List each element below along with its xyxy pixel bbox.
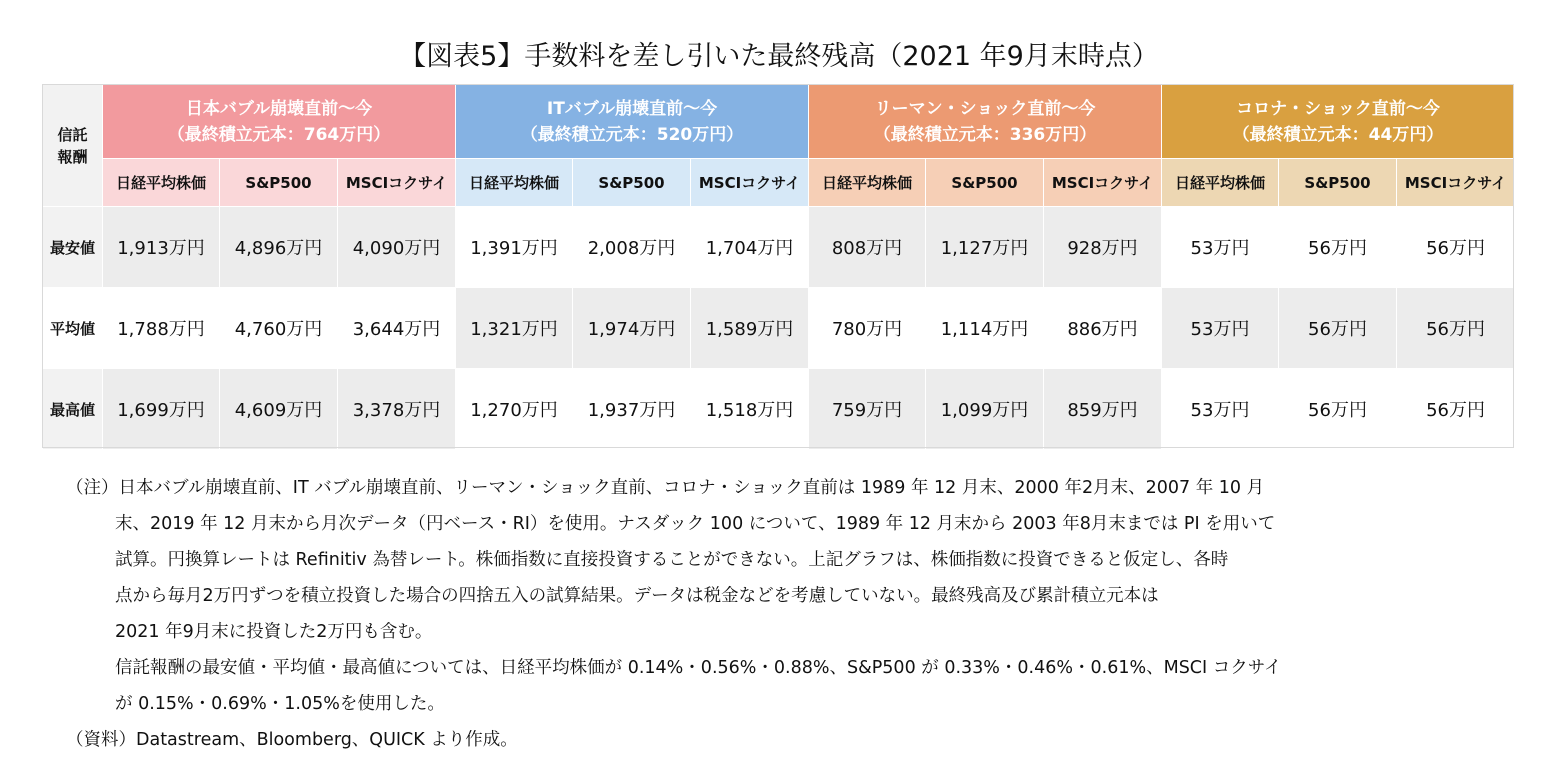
corner-label-line1: 信託 — [57, 125, 88, 144]
source-note: （資料）Datastream、Bloomberg、QUICK より作成。 — [66, 730, 518, 750]
table-cell: 1,788万円 — [103, 288, 220, 369]
table-cell: 56万円 — [1279, 207, 1397, 288]
table-cell: 3,378万円 — [338, 369, 456, 450]
row-label: 最安値 — [43, 207, 103, 288]
table-cell: 56万円 — [1397, 288, 1515, 369]
table-cell: 1,391万円 — [456, 207, 573, 288]
table-cell: 4,896万円 — [220, 207, 338, 288]
note-line: 末、2019 年 12 月末から月次データ（円ベース・RI）を使用。ナスダック 100 について、1989 年 12 月末から 2003 年8月末までは PI を用いて — [115, 514, 1276, 534]
column-header-nikkei: 日経平均株価 — [1162, 159, 1279, 207]
group-principal: （最終積立元本：520万円） — [520, 124, 744, 145]
table-cell: 53万円 — [1162, 207, 1279, 288]
column-header-nikkei: 日経平均株価 — [103, 159, 220, 207]
column-header-sp500: S&P500 — [1279, 159, 1397, 207]
row-label: 平均値 — [43, 288, 103, 369]
group-principal: （最終積立元本：764万円） — [167, 124, 391, 145]
column-header-sp500: S&P500 — [573, 159, 691, 207]
table-cell: 1,704万円 — [691, 207, 809, 288]
group-title: コロナ・ショック直前～今 — [1236, 98, 1440, 119]
table-row-min-fee — [43, 207, 1515, 288]
table-cell: 859万円 — [1044, 369, 1162, 450]
column-header-msci-kokusai: MSCIコクサイ — [691, 159, 809, 207]
table-cell: 1,518万円 — [691, 369, 809, 450]
table-cell: 1,270万円 — [456, 369, 573, 450]
results-table — [42, 84, 1515, 450]
column-header-msci-kokusai: MSCIコクサイ — [338, 159, 456, 207]
table-cell: 4,609万円 — [220, 369, 338, 450]
note-line: 2021 年9月末に投資した2万円も含む。 — [115, 622, 433, 642]
table-cell: 1,114万円 — [926, 288, 1044, 369]
table-cell: 56万円 — [1397, 207, 1515, 288]
table-cell: 1,321万円 — [456, 288, 573, 369]
column-header-nikkei: 日経平均株価 — [809, 159, 926, 207]
note-line: 信託報酬の最安値・平均値・最高値については、日経平均株価が 0.14%・0.56%・0.88%、S&P500 が 0.33%・0.46%・0.61%、MSCI コクサイ — [115, 658, 1282, 678]
group-principal: （最終積立元本：44万円） — [1232, 124, 1444, 145]
table-cell: 1,699万円 — [103, 369, 220, 450]
group-title: リーマン・ショック直前～今 — [874, 98, 1096, 119]
note-line: 試算。円換算レートは Refinitiv 為替レート。株価指数に直接投資することができない。上記グラフは、株価指数に投資できると仮定し、各時 — [115, 550, 1229, 570]
group-title: ITバブル崩壊直前～今 — [546, 98, 718, 119]
corner-label-line2: 報酬 — [57, 147, 88, 166]
footnotes — [66, 470, 1506, 758]
table-cell: 759万円 — [809, 369, 926, 450]
table-cell: 808万円 — [809, 207, 926, 288]
table-row-max-fee — [43, 369, 1515, 450]
table-cell: 1,127万円 — [926, 207, 1044, 288]
table-cell: 3,644万円 — [338, 288, 456, 369]
table-cell: 886万円 — [1044, 288, 1162, 369]
table-cell: 780万円 — [809, 288, 926, 369]
group-principal: （最終積立元本：336万円） — [873, 124, 1097, 145]
index-header-row — [43, 159, 1515, 207]
column-header-sp500: S&P500 — [220, 159, 338, 207]
group-header-japan-bubble — [103, 85, 456, 159]
table-cell: 1,589万円 — [691, 288, 809, 369]
group-header-lehman-shock — [809, 85, 1162, 159]
table-cell: 56万円 — [1279, 288, 1397, 369]
table-cell: 1,937万円 — [573, 369, 691, 450]
note-line: が 0.15%・0.69%・1.05%を使用した。 — [115, 694, 445, 714]
column-header-sp500: S&P500 — [926, 159, 1044, 207]
row-label: 最高値 — [43, 369, 103, 450]
table-cell: 2,008万円 — [573, 207, 691, 288]
note-line: 点から毎月2万円ずつを積立投資した場合の四捨五入の試算結果。データは税金などを考慮していない。最終残高及び累計積立元本は — [115, 586, 1159, 606]
group-header-it-bubble — [456, 85, 809, 159]
table-cell: 4,090万円 — [338, 207, 456, 288]
fee-corner-label — [43, 85, 103, 207]
table-cell: 1,913万円 — [103, 207, 220, 288]
table-cell: 53万円 — [1162, 369, 1279, 450]
table-row-avg-fee — [43, 288, 1515, 369]
table-cell: 53万円 — [1162, 288, 1279, 369]
column-header-msci-kokusai: MSCIコクサイ — [1397, 159, 1515, 207]
table-cell: 1,099万円 — [926, 369, 1044, 450]
table-cell: 56万円 — [1279, 369, 1397, 450]
group-header-row — [43, 85, 1515, 159]
table-cell: 928万円 — [1044, 207, 1162, 288]
table-cell: 56万円 — [1397, 369, 1515, 450]
table-cell: 4,760万円 — [220, 288, 338, 369]
group-header-corona-shock — [1162, 85, 1515, 159]
page-title: 【図表5】手数料を差し引いた最終残高（2021 年9月末時点） — [399, 41, 1159, 72]
note-line: （注）日本バブル崩壊直前、IT バブル崩壊直前、リーマン・ショック直前、コロナ・ショック直前は 1989 年 12 月末、2000 年2月末、2007 年 10 月 — [66, 478, 1265, 498]
table-cell: 1,974万円 — [573, 288, 691, 369]
column-header-msci-kokusai: MSCIコクサイ — [1044, 159, 1162, 207]
column-header-nikkei: 日経平均株価 — [456, 159, 573, 207]
group-title: 日本バブル崩壊直前～今 — [185, 98, 373, 119]
